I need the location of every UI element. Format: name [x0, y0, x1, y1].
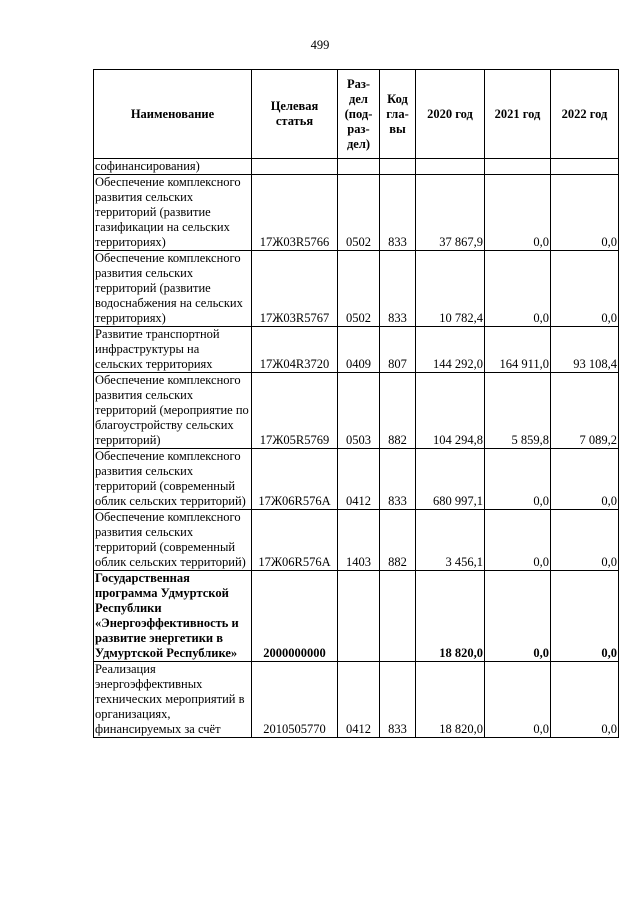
cell-name: Обеспечение комплексного развития сельских территорий (развитие водоснабжения на сельских территориях) [94, 251, 252, 327]
header-chapter-code: Код гла-вы [380, 70, 416, 159]
table-row [94, 571, 619, 662]
header-year-2022: 2022 год [551, 70, 619, 159]
cell-target-article [252, 159, 338, 175]
cell-year-2021: 0,0 [485, 449, 551, 510]
cell-year-2020: 18 820,0 [416, 662, 485, 738]
cell-section: 0412 [338, 449, 380, 510]
cell-year-2021: 5 859,8 [485, 373, 551, 449]
cell-year-2022: 0,0 [551, 175, 619, 251]
cell-name: Реализация энергоэффективных технических мероприятий в организациях, финансируемых за счёт [94, 662, 252, 738]
budget-table [93, 69, 619, 738]
cell-chapter-code: 807 [380, 327, 416, 373]
cell-year-2020: 680 997,1 [416, 449, 485, 510]
table-row [94, 373, 619, 449]
cell-year-2021: 0,0 [485, 251, 551, 327]
cell-section [338, 159, 380, 175]
table-row [94, 510, 619, 571]
cell-chapter-code: 833 [380, 662, 416, 738]
cell-section: 0503 [338, 373, 380, 449]
header-year-2021: 2021 год [485, 70, 551, 159]
header-year-2020: 2020 год [416, 70, 485, 159]
cell-chapter-code [380, 571, 416, 662]
cell-name: Обеспечение комплексного развития сельских территорий (мероприятие по благоустройству сельских территорий) [94, 373, 252, 449]
cell-year-2020: 18 820,0 [416, 571, 485, 662]
table-body [94, 159, 619, 738]
cell-year-2021: 0,0 [485, 662, 551, 738]
cell-name: Развитие транспортной инфраструктуры на сельских территориях [94, 327, 252, 373]
cell-target-article: 17Ж04R3720 [252, 327, 338, 373]
table-row [94, 327, 619, 373]
table-row [94, 662, 619, 738]
cell-year-2022: 0,0 [551, 449, 619, 510]
cell-section [338, 571, 380, 662]
cell-year-2022: 0,0 [551, 510, 619, 571]
cell-chapter-code: 833 [380, 449, 416, 510]
cell-chapter-code: 833 [380, 251, 416, 327]
header-name: Наименование [94, 70, 252, 159]
cell-chapter-code [380, 159, 416, 175]
cell-name: Обеспечение комплексного развития сельских территорий (современный облик сельских территорий) [94, 510, 252, 571]
cell-year-2021: 0,0 [485, 175, 551, 251]
cell-section: 0502 [338, 175, 380, 251]
cell-target-article: 17Ж06R576A [252, 510, 338, 571]
cell-year-2020: 3 456,1 [416, 510, 485, 571]
cell-name: софинансирования) [94, 159, 252, 175]
cell-section: 0409 [338, 327, 380, 373]
cell-year-2021: 164 911,0 [485, 327, 551, 373]
table-row [94, 175, 619, 251]
cell-year-2021 [485, 159, 551, 175]
cell-year-2022: 0,0 [551, 662, 619, 738]
cell-year-2022: 93 108,4 [551, 327, 619, 373]
cell-target-article: 2010505770 [252, 662, 338, 738]
cell-year-2022: 0,0 [551, 571, 619, 662]
cell-section: 0412 [338, 662, 380, 738]
table-row [94, 449, 619, 510]
cell-chapter-code: 833 [380, 175, 416, 251]
cell-target-article: 2000000000 [252, 571, 338, 662]
table-row [94, 251, 619, 327]
cell-year-2020: 144 292,0 [416, 327, 485, 373]
cell-target-article: 17Ж03R5767 [252, 251, 338, 327]
cell-name: Государственная программа Удмуртской Республики «Энергоэффективность и развитие энергетики в Удмуртской Республике» [94, 571, 252, 662]
cell-year-2022: 0,0 [551, 251, 619, 327]
cell-section: 0502 [338, 251, 380, 327]
cell-name: Обеспечение комплексного развития сельских территорий (развитие газификации на сельских территориях) [94, 175, 252, 251]
cell-year-2022: 7 089,2 [551, 373, 619, 449]
cell-chapter-code: 882 [380, 373, 416, 449]
table-header-row [94, 70, 619, 159]
table-row [94, 159, 619, 175]
cell-year-2020: 37 867,9 [416, 175, 485, 251]
cell-target-article: 17Ж05R5769 [252, 373, 338, 449]
page-number: 499 [310, 38, 330, 52]
header-target-article: Целевая статья [252, 70, 338, 159]
cell-year-2020 [416, 159, 485, 175]
cell-year-2021: 0,0 [485, 510, 551, 571]
cell-section: 1403 [338, 510, 380, 571]
cell-name: Обеспечение комплексного развития сельских территорий (современный облик сельских территорий) [94, 449, 252, 510]
cell-target-article: 17Ж06R576A [252, 449, 338, 510]
cell-year-2021: 0,0 [485, 571, 551, 662]
cell-chapter-code: 882 [380, 510, 416, 571]
cell-target-article: 17Ж03R5766 [252, 175, 338, 251]
cell-year-2020: 10 782,4 [416, 251, 485, 327]
cell-year-2020: 104 294,8 [416, 373, 485, 449]
cell-year-2022 [551, 159, 619, 175]
header-section: Раз-дел (под-раз-дел) [338, 70, 380, 159]
